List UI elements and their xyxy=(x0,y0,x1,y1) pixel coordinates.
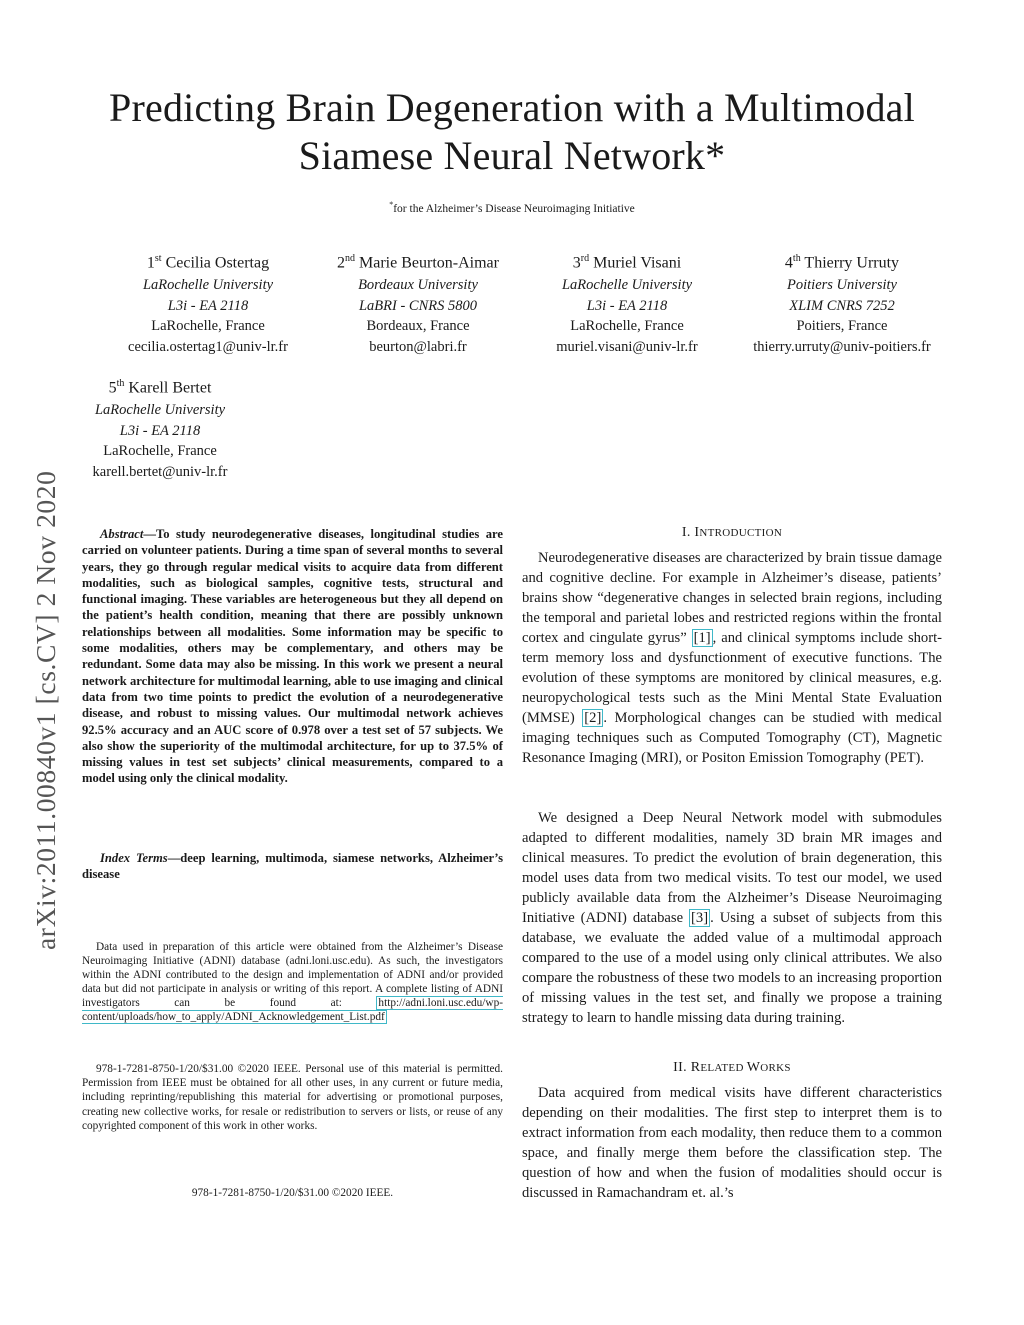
author-city: LaRochelle, France xyxy=(103,443,217,460)
author-block-1 xyxy=(108,248,308,357)
related-paragraph-1: Data acquired from medical visits have different characteristics depending on their modalities. The first step to interpret them is to extract information from each modality, then reduce them to a common space, and finally merge them before the classification step. The question of how and when the fusion of modalities should occur is discussed in Ramachandram et. al.’s xyxy=(522,1085,942,1201)
author-org: Bordeaux University xyxy=(358,277,478,294)
author-block-4 xyxy=(726,248,958,357)
author-name: 5th Karell Bertet xyxy=(108,378,212,397)
intro-paragraph-1: Neurodegenerative diseases are characterized by brain tissue damage and cognitive decline. For example in Alzheimer’s disease, patients’ brains show “degenerative changes in selected brain regions, including the temporal and parietal lobes and restricted regions within the frontal cortex and cingulate gyrus” [1] , and clinical symptoms include short-term memory loss and dysfunctionment of executive functions. The evolution of these symptoms are monitored by clinical measures, e.g. neuropychological tests such as the Mini Mental State Evaluation (MMSE) [2] . Morphological changes can be studied with medical imaging techniques such as Computed Tomography (CT), Magnetic Resonance Imaging (MRI), or Positon Emission Tomography (PET). xyxy=(522,550,942,766)
citation-2[interactable]: [2] xyxy=(584,710,602,726)
author-email: muriel.visani@univ-lr.fr xyxy=(556,338,698,355)
copyright-notice: 978-1-7281-8750-1/20/$31.00 ©2020 IEEE. Personal use of this material is permitted. Permission from IEEE must be obtained for all other uses, in any current or future media, including reprinting/republishing this material for advertising or promotional purposes, creating new collective works, for resale or redistribution to servers or lists, or reuse of any copyrighted component of this work in other works. xyxy=(82,1063,503,1132)
author-lab: L3i - EA 2118 xyxy=(167,297,249,314)
page-footer: 978-1-7281-8750-1/20/$31.00 ©2020 IEEE. xyxy=(191,1187,394,1199)
author-email: karell.bertet@univ-lr.fr xyxy=(92,463,228,480)
title-line-1: Predicting Brain Degeneration with a Multimodal xyxy=(109,85,915,130)
author-city: Poitiers, France xyxy=(796,318,888,335)
author-lab: XLIM CNRS 7252 xyxy=(789,297,895,314)
title-line-2: Siamese Neural Network* xyxy=(298,133,726,178)
intro-paragraph-2: We designed a Deep Neural Network model with submodules adapted to different modalities, namely 3D brain MR images and clinical measures. To predict the evolution of brain degeneration, this model uses data from two medical visits. To test our model, we used publicly available data from the Alzheimer’s Disease Neuroimaging Initiative (ADNI) database [3] . Using a subset of subjects from this database, we evaluate the added value of a multimodal approach compared to the use of a model using only clinical attributes. We also compare the robustness of these two models to an increasing proportion of missing values in the test set, and finally we propose a training strategy to learn to handle missing data during training. xyxy=(522,810,942,1026)
author-org: LaRochelle University xyxy=(94,402,226,419)
arxiv-stamp-text: arXiv:2011.00840v1 [cs.CV] 2 Nov 2020 xyxy=(30,470,61,950)
author-name: 4th Thierry Urruty xyxy=(784,253,900,272)
abstract-label: Abstract xyxy=(100,527,144,541)
author-org: LaRochelle University xyxy=(142,277,274,294)
author-name: 3rd Muriel Visani xyxy=(572,253,682,272)
author-lab: LaBRI - CNRS 5800 xyxy=(358,297,477,314)
author-org: Poitiers University xyxy=(787,277,897,294)
citation-1[interactable]: [1] xyxy=(693,630,711,646)
paper-title xyxy=(60,84,964,180)
arxiv-stamp xyxy=(26,350,66,950)
author-email: beurton@labri.fr xyxy=(369,338,467,355)
index-terms: Index Terms—deep learning, multimoda, siamese networks, Alzheimer’s disease xyxy=(82,851,503,882)
author-city: Bordeaux, France xyxy=(366,318,470,335)
adni-footnote xyxy=(82,940,503,1024)
section-heading-related-works: II. RELATED WORKS xyxy=(673,1060,791,1075)
affiliation-text: for the Alzheimer’s Disease Neuroimaging Initiative xyxy=(393,202,635,215)
adni-link[interactable]: http://adni.loni.usc.edu/wp-content/uploads/how_to_apply/ADNI_Acknowledgement_List.pdf xyxy=(82,997,503,1023)
author-lab: L3i - EA 2118 xyxy=(119,422,201,439)
author-name: 2nd Marie Beurton-Aimar xyxy=(337,253,499,272)
abstract-text: To study neurodegenerative diseases, longitudinal studies are carried on volunteer patients. During a time span of several months to several years, they go through regular medical visits to acquire data from different modalities, such as biological samples, cognitive tests, structural and functional imaging. These variables are heterogeneous but they all depend on the patient’s health condition, meaning that there are possibly unknown relationships between all modalities. Some information may be specific to some modalities, others may be complementary, and others may be redundant. Some data may also be missing. In this work we present a neural network architecture for multimodal learning, able to use imaging and clinical data from two time points to predict the evolution of a neurodegenerative disease, and robust to missing values. Our multimodal network achieves 92.5% accuracy and an AUC score of 0.978 over a test set of 57 subjects. We also show the superiority of the multimodal architecture, for up to 37.5% of missing values in test set subjects’ clinical measurements, compared to a model using only the clinical modality. xyxy=(82,527,503,786)
author-lab: L3i - EA 2118 xyxy=(586,297,668,314)
author-city: LaRochelle, France xyxy=(151,318,265,335)
author-block-5 xyxy=(60,373,260,482)
affiliation-note xyxy=(0,200,1024,215)
author-block-2 xyxy=(318,248,518,357)
index-terms-label: Index Terms xyxy=(100,851,168,865)
author-name: 1st Cecilia Ostertag xyxy=(146,253,270,272)
index-terms-text: deep learning, multimoda, siamese networks, Alzheimer’s disease xyxy=(82,851,503,882)
author-block-3 xyxy=(527,248,727,357)
affiliation-mark: * xyxy=(389,200,394,209)
author-email: thierry.urruty@univ-poitiers.fr xyxy=(753,338,931,355)
author-email: cecilia.ostertag1@univ-lr.fr xyxy=(128,338,288,355)
section-heading-introduction: I. INTRODUCTION xyxy=(681,525,783,540)
abstract: Abstract—To study neurodegenerative diseases, longitudinal studies are carried on volunteer patients. During a time span of several months to several years, they go through regular medical visits to acquire data from different modalities, such as biological samples, cognitive tests, structural and functional imaging. These variables are heterogeneous but they all depend on the patient’s health condition, meaning that there are possibly unknown relationships between all modalities. Some information may be specific to some modalities, others may be complementary, and others may be redundant. Some data may also be missing. In this work we present a neural network architecture for multimodal learning, able to use imaging and clinical data from two time points to predict the evolution of a neurodegenerative disease, and robust to missing values. Our multimodal network achieves 92.5% accuracy and an AUC score of 0.978 over a test set of 57 subjects. We also show the superiority of the multimodal architecture, for up to 37.5% of missing values in test set subjects’ clinical measurements, compared to a model using only the clinical modality. xyxy=(82,527,503,786)
footnote-text: Data used in preparation of this article were obtained from the Alzheimer’s Disease Neuroimaging Initiative (ADNI) database (adni.loni.usc.edu). As such, the investigators within the ADNI contributed to the design and implementation of ADNI and/or provided data but did not participate in analysis or writing of this report. A complete listing of ADNI investigators can be found at: xyxy=(82,941,503,1009)
citation-3[interactable]: [3] xyxy=(691,910,709,926)
author-org: LaRochelle University xyxy=(561,277,693,294)
author-city: LaRochelle, France xyxy=(570,318,684,335)
